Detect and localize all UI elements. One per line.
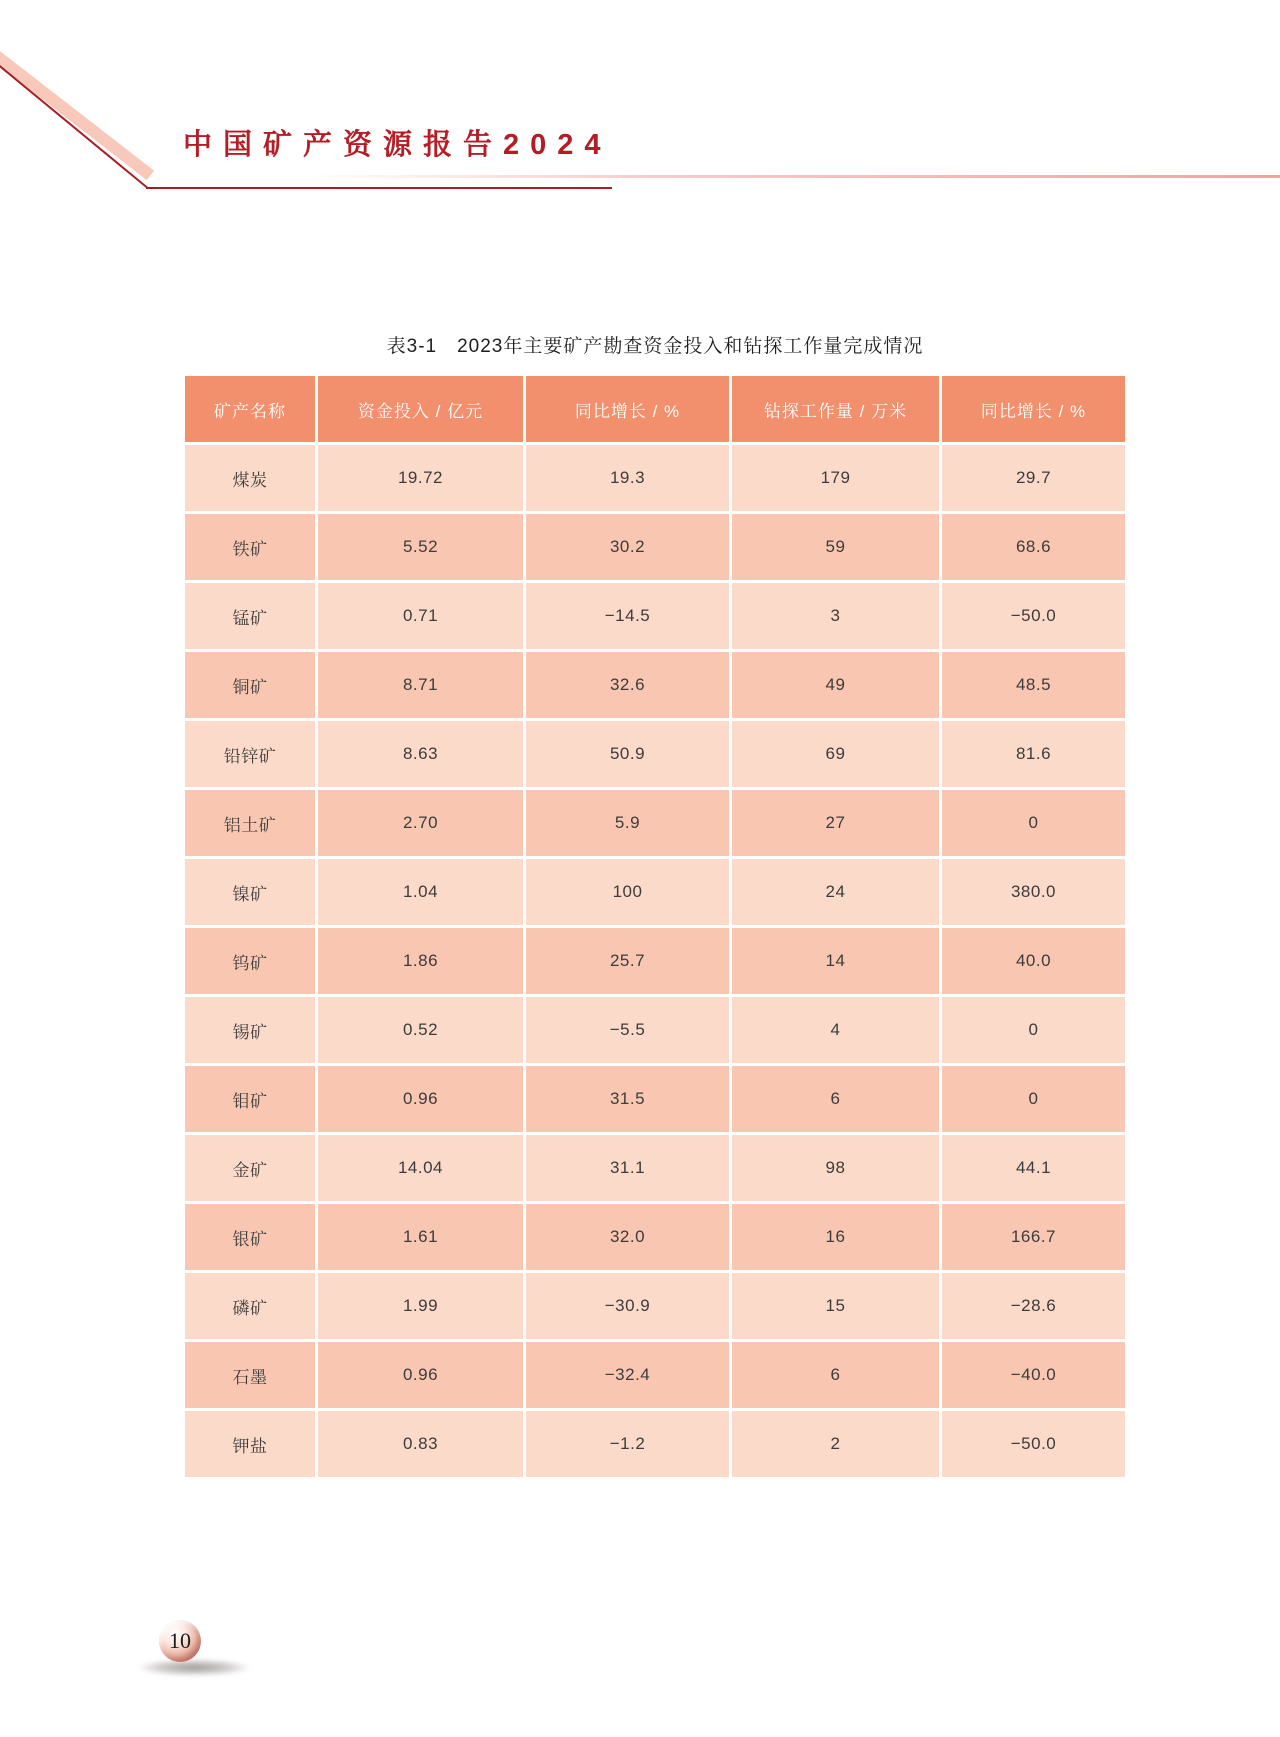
column-header-investment: 资金投入 / 亿元	[318, 376, 523, 442]
cell-investment: 5.52	[318, 514, 523, 580]
cell-investment: 8.63	[318, 721, 523, 787]
cell-drilling: 14	[732, 928, 939, 994]
cell-yoy-investment: −14.5	[526, 583, 729, 649]
cell-yoy-investment: 32.0	[526, 1204, 729, 1270]
table-row	[185, 1204, 1125, 1270]
cell-drilling: 27	[732, 790, 939, 856]
cell-yoy-drilling: 48.5	[942, 652, 1125, 718]
header-rule-red	[146, 187, 612, 189]
cell-yoy-investment: 31.5	[526, 1066, 729, 1132]
cell-yoy-drilling: −50.0	[942, 583, 1125, 649]
table-row	[185, 1411, 1125, 1477]
cell-drilling: 69	[732, 721, 939, 787]
cell-investment: 0.71	[318, 583, 523, 649]
column-header-drilling: 钻探工作量 / 万米	[732, 376, 939, 442]
cell-drilling: 6	[732, 1342, 939, 1408]
cell-yoy-drilling: −50.0	[942, 1411, 1125, 1477]
cell-mineral-name: 镍矿	[185, 859, 315, 925]
cell-yoy-drilling: −28.6	[942, 1273, 1125, 1339]
cell-drilling: 16	[732, 1204, 939, 1270]
cell-investment: 1.61	[318, 1204, 523, 1270]
table-row	[185, 721, 1125, 787]
cell-yoy-drilling: 29.7	[942, 445, 1125, 511]
cell-yoy-drilling: −40.0	[942, 1342, 1125, 1408]
page-number: 10	[169, 1628, 191, 1653]
column-header-mineral: 矿产名称	[185, 376, 315, 442]
cell-yoy-investment: −32.4	[526, 1342, 729, 1408]
cell-investment: 14.04	[318, 1135, 523, 1201]
cell-drilling: 24	[732, 859, 939, 925]
header-rule-pink	[300, 175, 1280, 178]
cell-investment: 1.04	[318, 859, 523, 925]
cell-mineral-name: 铝土矿	[185, 790, 315, 856]
table-body	[185, 445, 1125, 1477]
cell-mineral-name: 银矿	[185, 1204, 315, 1270]
cell-yoy-investment: 31.1	[526, 1135, 729, 1201]
cell-yoy-drilling: 0	[942, 790, 1125, 856]
cell-investment: 19.72	[318, 445, 523, 511]
table-row	[185, 1066, 1125, 1132]
cell-drilling: 2	[732, 1411, 939, 1477]
cell-yoy-drilling: 81.6	[942, 721, 1125, 787]
table-row	[185, 1342, 1125, 1408]
cell-yoy-drilling: 68.6	[942, 514, 1125, 580]
table-header-row	[185, 376, 1125, 442]
table-row	[185, 1273, 1125, 1339]
cell-yoy-investment: −5.5	[526, 997, 729, 1063]
cell-investment: 0.52	[318, 997, 523, 1063]
cell-mineral-name: 金矿	[185, 1135, 315, 1201]
cell-investment: 0.83	[318, 1411, 523, 1477]
table-row	[185, 790, 1125, 856]
cell-yoy-investment: 32.6	[526, 652, 729, 718]
cell-drilling: 4	[732, 997, 939, 1063]
cell-drilling: 59	[732, 514, 939, 580]
cell-drilling: 98	[732, 1135, 939, 1201]
cell-yoy-drilling: 0	[942, 997, 1125, 1063]
cell-yoy-investment: 5.9	[526, 790, 729, 856]
cell-mineral-name: 钾盐	[185, 1411, 315, 1477]
column-header-yoy-drilling: 同比增长 / %	[942, 376, 1125, 442]
cell-mineral-name: 煤炭	[185, 445, 315, 511]
table-row	[185, 652, 1125, 718]
cell-mineral-name: 钨矿	[185, 928, 315, 994]
page-number-ball	[159, 1620, 201, 1662]
cell-yoy-investment: 50.9	[526, 721, 729, 787]
cell-yoy-drilling: 166.7	[942, 1204, 1125, 1270]
cell-yoy-investment: −30.9	[526, 1273, 729, 1339]
cell-investment: 0.96	[318, 1066, 523, 1132]
cell-yoy-drilling: 0	[942, 1066, 1125, 1132]
cell-investment: 1.99	[318, 1273, 523, 1339]
minerals-table	[182, 373, 1128, 1480]
cell-yoy-drilling: 380.0	[942, 859, 1125, 925]
table-caption: 表3-1 2023年主要矿产勘查资金投入和钻探工作量完成情况	[386, 336, 924, 357]
corner-stripe-decoration	[0, 48, 154, 180]
cell-mineral-name: 锡矿	[185, 997, 315, 1063]
table-row	[185, 445, 1125, 511]
table-row	[185, 514, 1125, 580]
cell-yoy-drilling: 44.1	[942, 1135, 1125, 1201]
cell-drilling: 179	[732, 445, 939, 511]
cell-investment: 1.86	[318, 928, 523, 994]
cell-investment: 8.71	[318, 652, 523, 718]
cell-yoy-investment: −1.2	[526, 1411, 729, 1477]
table-row	[185, 859, 1125, 925]
corner-line-decoration	[0, 65, 149, 189]
cell-drilling: 6	[732, 1066, 939, 1132]
cell-yoy-investment: 19.3	[526, 445, 729, 511]
cell-mineral-name: 磷矿	[185, 1273, 315, 1339]
cell-yoy-investment: 30.2	[526, 514, 729, 580]
cell-investment: 2.70	[318, 790, 523, 856]
column-header-yoy-investment: 同比增长 / %	[526, 376, 729, 442]
cell-mineral-name: 铜矿	[185, 652, 315, 718]
cell-mineral-name: 锰矿	[185, 583, 315, 649]
table-row	[185, 928, 1125, 994]
table-row	[185, 583, 1125, 649]
table-row	[185, 997, 1125, 1063]
cell-drilling: 3	[732, 583, 939, 649]
cell-yoy-investment: 25.7	[526, 928, 729, 994]
cell-yoy-investment: 100	[526, 859, 729, 925]
report-title: 中国矿产资源报告2024	[183, 129, 612, 161]
cell-mineral-name: 铁矿	[185, 514, 315, 580]
cell-drilling: 15	[732, 1273, 939, 1339]
cell-mineral-name: 钼矿	[185, 1066, 315, 1132]
cell-investment: 0.96	[318, 1342, 523, 1408]
table-row	[185, 1135, 1125, 1201]
cell-drilling: 49	[732, 652, 939, 718]
cell-yoy-drilling: 40.0	[942, 928, 1125, 994]
cell-mineral-name: 铅锌矿	[185, 721, 315, 787]
cell-mineral-name: 石墨	[185, 1342, 315, 1408]
